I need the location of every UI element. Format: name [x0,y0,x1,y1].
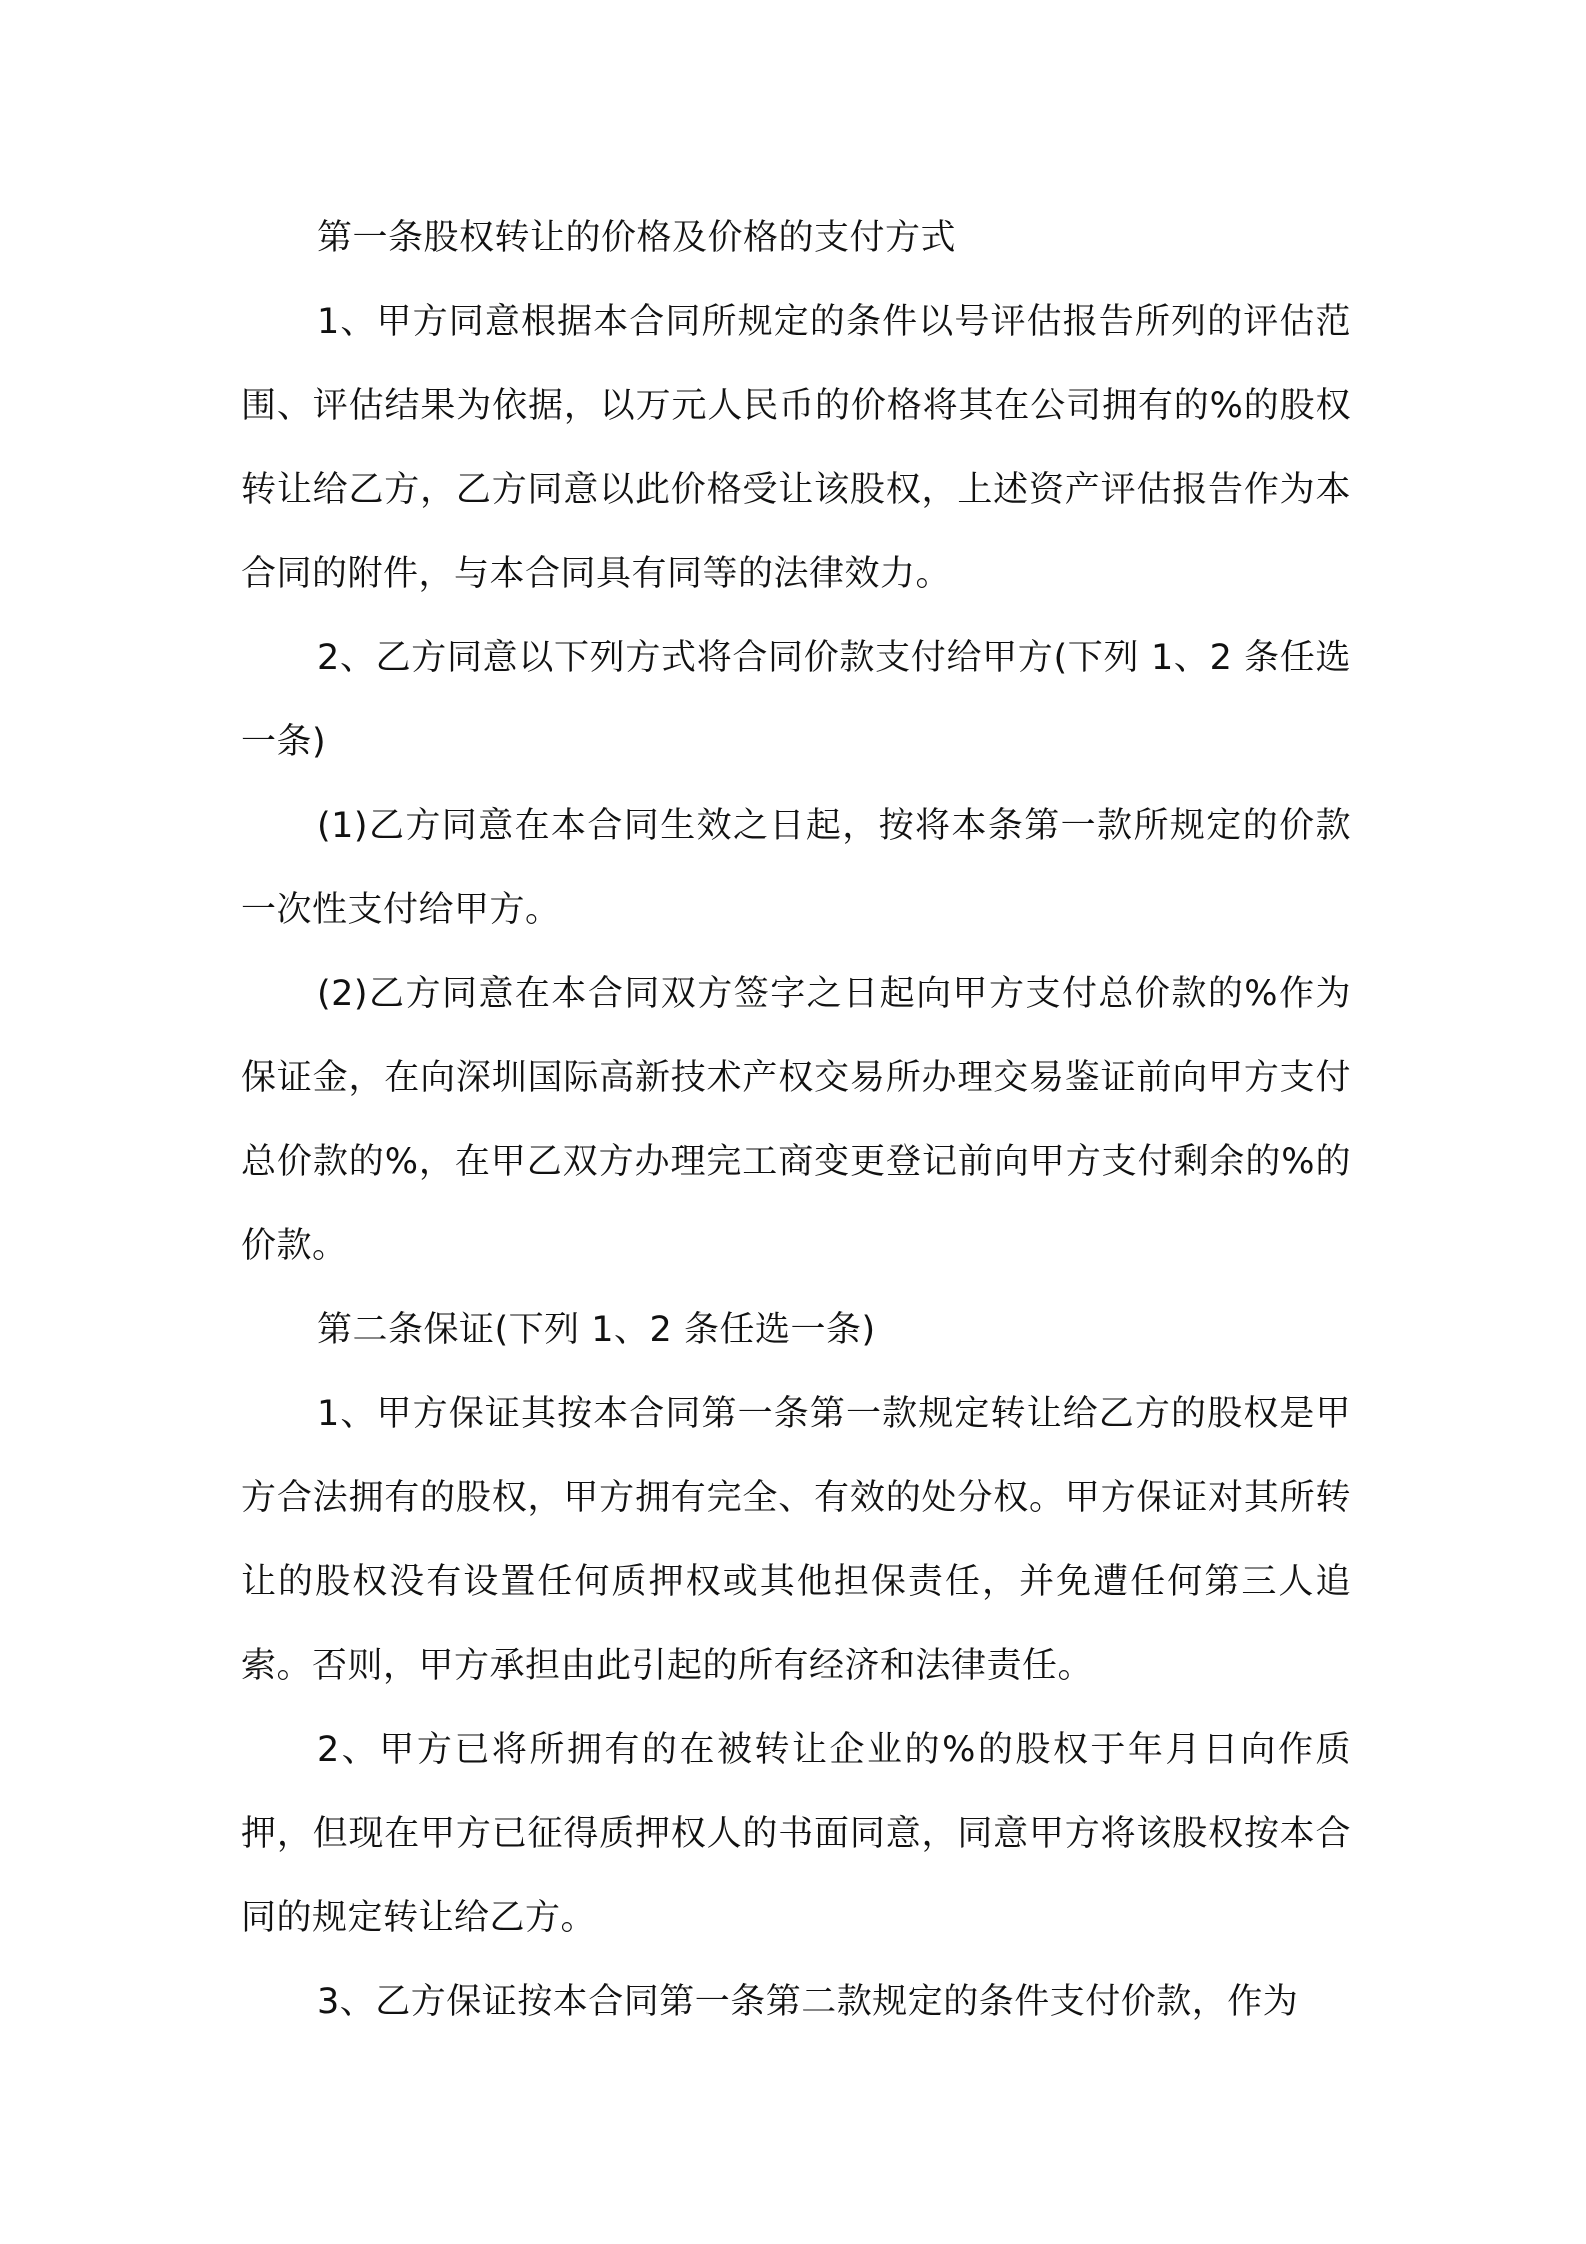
clause-1-item-2: 2、乙方同意以下列方式将合同价款支付给甲方(下列 1、2 条任选一条) [241,638,1351,762]
clause-2-item-2: 2、甲方已将所拥有的在被转让企业的%的股权于年月日向作质押，但现在甲方已征得质押权人的书面同意，同意甲方将该股权按本合同的规定转让给乙方。 [241,1730,1351,1938]
clause-2-item-1: 1、甲方保证其按本合同第一条第一款规定转让给乙方的股权是甲方合法拥有的股权，甲方拥有完全、有效的处分权。甲方保证对其所转让的股权没有设置任何质押权或其他担保责任，并免遭任何第三人追索。否则，甲方承担由此引起的所有经济和法律责任。 [241,1394,1351,1686]
clause-1-item-2-option-2: (2)乙方同意在本合同双方签字之日起向甲方支付总价款的%作为保证金，在向深圳国际高新技术产权交易所办理交易鉴证前向甲方支付总价款的%，在甲乙双方办理完工商变更登记前向甲方支付剩余的%的价款。 [241,974,1351,1266]
clause-1-item-1: 1、甲方同意根据本合同所规定的条件以号评估报告所列的评估范围、评估结果为依据，以万元人民币的价格将其在公司拥有的%的股权转让给乙方，乙方同意以此价格受让该股权，上述资产评估报告作为本合同的附件，与本合同具有同等的法律效力。 [241,302,1351,594]
clause-1-item-2-option-1: (1)乙方同意在本合同生效之日起，按将本条第一款所规定的价款一次性支付给甲方。 [241,806,1351,930]
clause-2-heading: 第二条保证(下列 1、2 条任选一条) [317,1310,876,1350]
clause-2-item-3: 3、乙方保证按本合同第一条第二款规定的条件支付价款，作为 [317,1982,1299,2022]
document-body [241,196,1351,2044]
clause-1-heading: 第一条股权转让的价格及价格的支付方式 [317,218,957,258]
